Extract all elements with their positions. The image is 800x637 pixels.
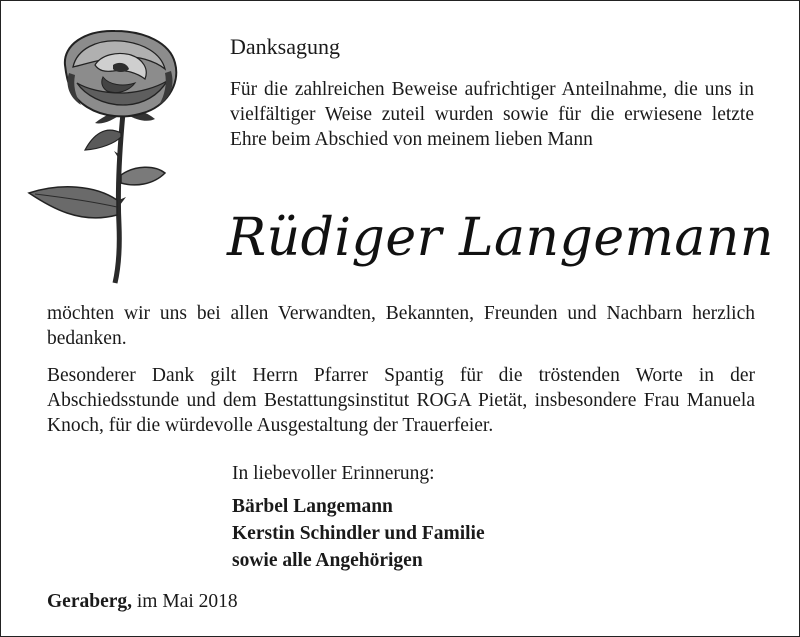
signatory-3: sowie alle Angehörigen: [232, 550, 423, 571]
signatories: [232, 493, 485, 574]
signatory-1: Bärbel Langemann: [232, 496, 393, 517]
deceased-name: Rüdiger Langemann: [227, 208, 774, 268]
thanks-paragraph-2: Besonderer Dank gilt Herrn Pfarrer Spantig für die tröstenden Worte in der Abschiedsstunde und dem Bestattungsinstitut ROGA Pietät, insbesondere Frau Manuela Knoch, für die würdevolle Ausgestaltung der Trauerfeier.: [47, 365, 755, 436]
notice-heading: Danksagung: [230, 34, 340, 59]
closing-line: In liebevoller Erinnerung:: [232, 463, 435, 484]
rose-icon: [25, 25, 200, 285]
signatory-2: Kerstin Schindler und Familie: [232, 523, 485, 544]
place-date-line: [47, 589, 238, 614]
thanks-paragraph-1: möchten wir uns bei allen Verwandten, Bekannten, Freunden und Nachbarn herzlich bedanken.: [47, 303, 755, 349]
date: im Mai 2018: [136, 591, 238, 612]
intro-paragraph: Für die zahlreichen Beweise aufrichtiger Anteilnahme, die uns in vielfältiger Weise zuteil wurden sowie für die erwiesene letzte Ehre beim Abschied von meinem lieben Mann: [230, 79, 754, 150]
place: Geraberg,: [47, 591, 133, 612]
